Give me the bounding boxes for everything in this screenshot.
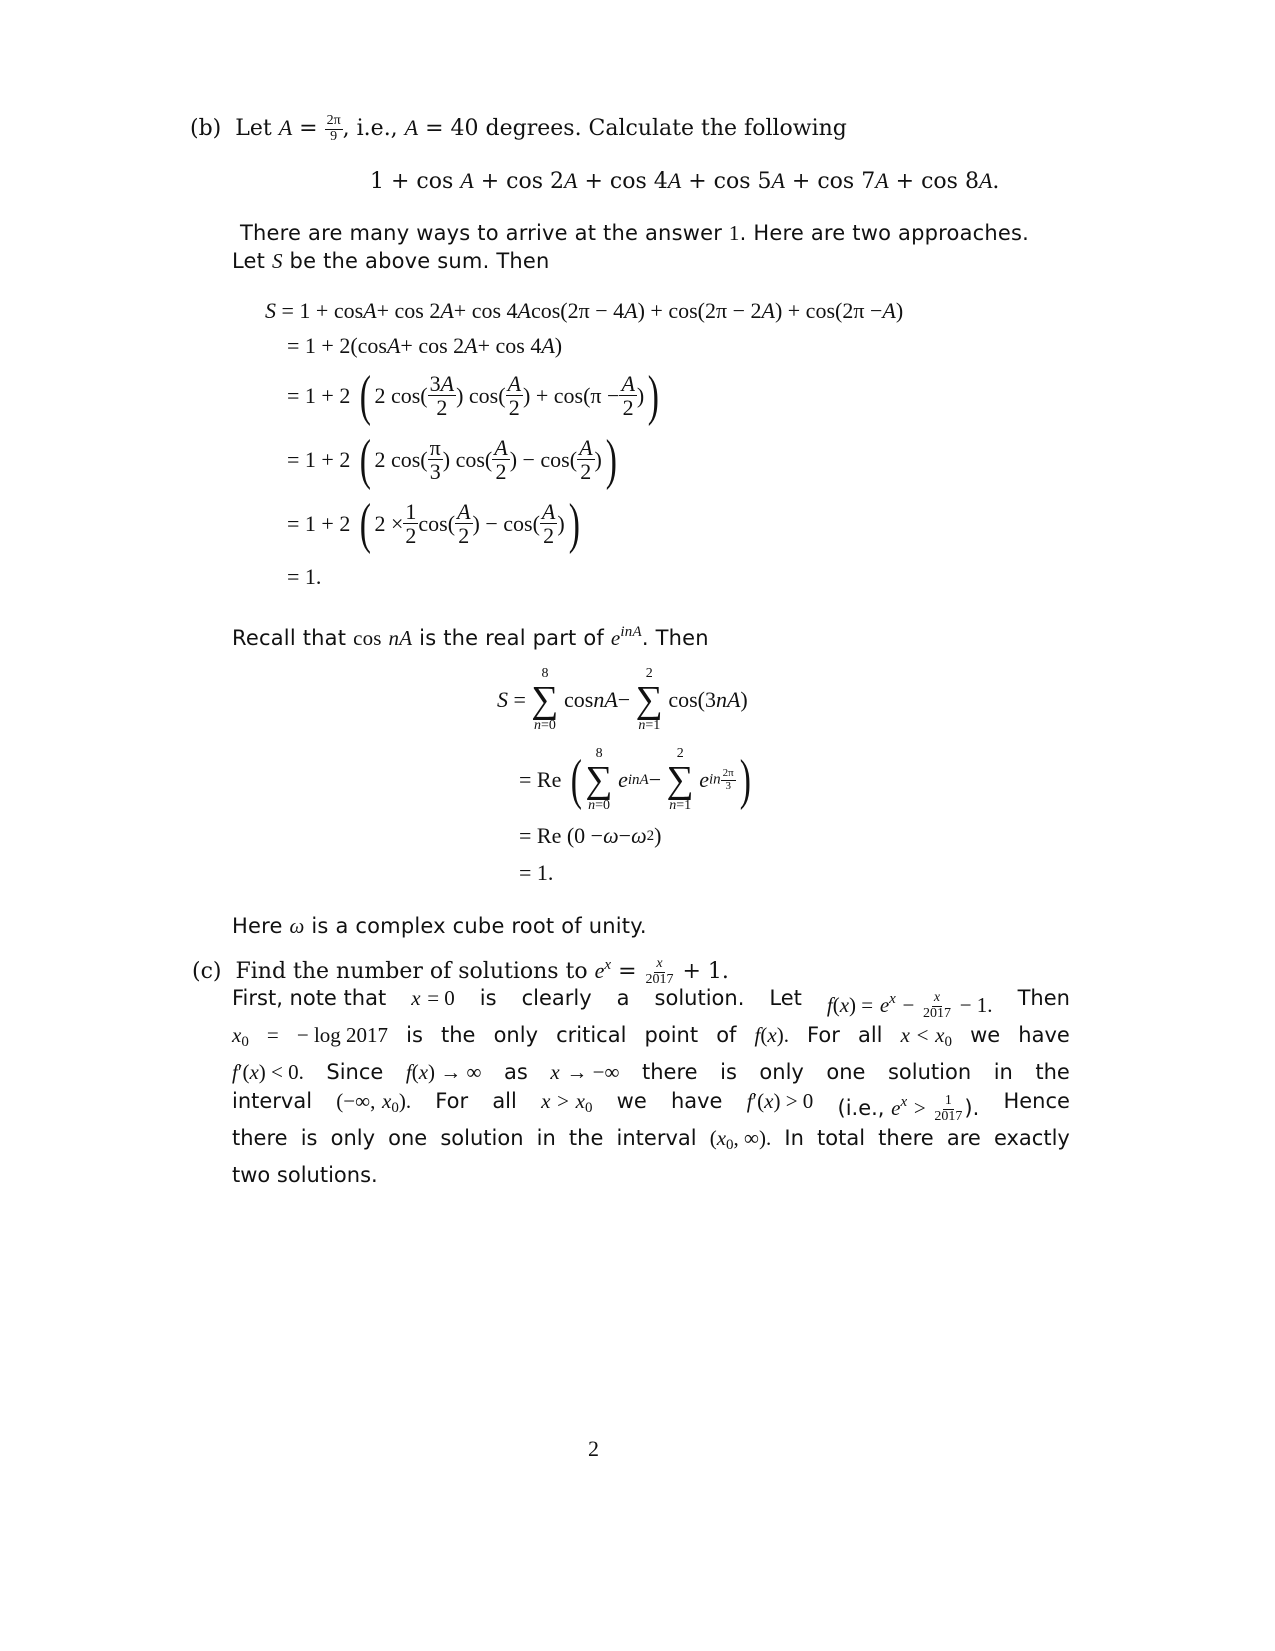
part-b-expression: 1 + cos A + cos 2A + cos 4A + cos 5A + cos 7A + cos 8A. — [370, 168, 1000, 194]
page-number: 2 — [588, 1436, 599, 1461]
part-c-label: (c) — [192, 959, 222, 984]
derivation-row-5: = 1 + 2 ( 2 × $\frac{1}{2}$ cos( $\frac{A}{2}$ ) − cos( $\frac{A}{2}$ ) ) — [287, 492, 580, 555]
derivation-row-4: = 1 + 2 ( 2 cos( $\frac{\pi}{3}$ ) cos( $\frac{A}{2}$ ) − cos( $\frac{A}{2}$ ) ) — [287, 428, 617, 491]
derivation-row-3: = 1 + 2 ( 2 cos( $\frac{3A}{2}$ ) cos( $\frac{A}{2}$ ) + cos(π − $\frac{A}{2}$ ) ) — [287, 364, 660, 427]
omega-note: Here ω is a complex cube root of unity. — [232, 914, 647, 938]
derivation-row-2: = 1 + 2(cos A + cos 2 A + cos 4 A ) — [287, 333, 563, 358]
derivation-row-6: = 1. — [287, 564, 322, 589]
sum-row-1: S = 8 ∑ n=0 cos nA − 2 ∑ n=1 cos(3 nA ) — [497, 666, 748, 733]
part-c-solution: First, note that x = 0 is clearly a solution. Let $f(x) = e^x$ − $\frac{x}{2017}$ − 1. Then $x_0$ = − log 2017 is the only critical point of f(x). For all $x < x_0$ we have f′(x) < 0. Since f(x) → ∞ as x → −∞ there is only one solution in the interval (−∞, $x_0$). For all $x > x_0$ we have f′(x) > 0 (i.e., $e^x$ > $\frac{1}{2017}$ ). Hence there is only one solution in the interval ($x_0$, ∞). In total there are exactly two solutions. — [232, 986, 1070, 1187]
part-b-prompt: (b) Let A = $\frac{2\pi}{9}$ , i.e., A = 40 degrees. Calculate the following — [190, 112, 847, 144]
part-c-prompt: (c) Find the number of solutions to $e^x$ = $\frac{x}{2017}$ + 1. — [192, 955, 729, 987]
part-b-label: (b) — [190, 116, 222, 141]
recall-text: Recall that cos nA is the real part of $e^{inA}$. Then — [232, 624, 709, 650]
sum-row-3: = Re (0 − ω − ω 2 ) — [519, 823, 662, 848]
intro-line-2: Let S be the above sum. Then — [232, 249, 550, 273]
intro-line-1: There are many ways to arrive at the answer 1. Here are two approaches. — [240, 221, 1030, 245]
derivation-row-1: S = 1 + cos A + cos 2 A + cos 4 A cos(2π − 4 A ) + cos(2π − 2 A ) + cos(2π − A ) — [265, 298, 904, 323]
sum-row-2: = Re ( 8 ∑ n=0 e inA − 2 ∑ n=1 e in $\frac{2\pi}{3}$ ) — [519, 746, 751, 813]
sum-row-4: = 1. — [519, 860, 554, 885]
